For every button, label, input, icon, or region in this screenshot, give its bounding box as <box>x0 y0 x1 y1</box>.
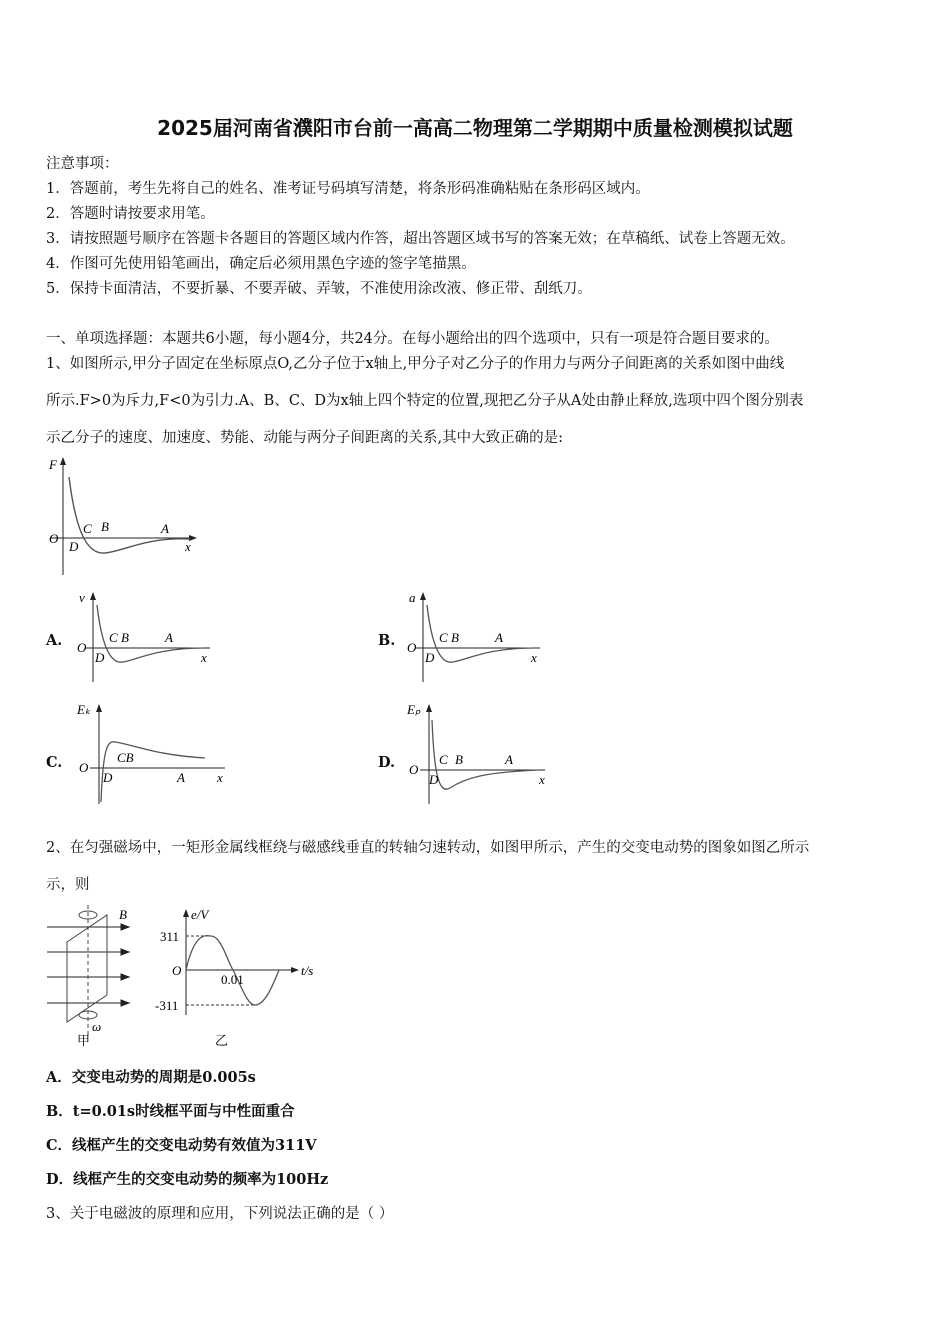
point-c: C <box>109 630 118 645</box>
y-label: e/V <box>191 907 209 922</box>
option-d-graph[interactable] <box>405 700 555 805</box>
x-label: x <box>185 539 191 554</box>
option-d-label[interactable]: D. <box>378 754 396 771</box>
point-d: D <box>103 770 113 785</box>
option-b-graph[interactable] <box>405 590 545 685</box>
point-a: A <box>505 752 513 767</box>
y-label: F <box>49 457 57 472</box>
x-label: x <box>539 772 545 787</box>
emf-graph <box>155 905 325 1050</box>
x-label: x <box>531 650 537 665</box>
q1-stem: 1、如图所示,甲分子固定在坐标原点O,乙分子位于x轴上,甲分子对乙分子的作用力与两分子间距离的关系如图中曲线 <box>46 356 785 372</box>
point-d: D <box>425 650 435 665</box>
option-c-graph[interactable] <box>75 700 235 805</box>
q2-stem: 示，则 <box>46 877 90 893</box>
option-a-graph[interactable] <box>75 590 215 685</box>
point-d: D <box>429 772 439 787</box>
q2-option-a[interactable]: A．交变电动势的周期是0.005s <box>46 1069 256 1086</box>
page-title: 2025届河南省濮阳市台前一高高二物理第二学期期中质量检测模拟试题 <box>157 116 793 140</box>
option-b-label[interactable]: B. <box>378 632 396 649</box>
point-c: C <box>439 630 448 645</box>
y-label: v <box>79 590 85 605</box>
point-a: A <box>161 521 169 536</box>
option-a-label[interactable]: A. <box>46 632 63 649</box>
point-b: B <box>451 630 459 645</box>
notes-heading: 注意事项： <box>46 156 119 172</box>
point-a: A <box>165 630 173 645</box>
q2-stem: 2、在匀强磁场中，一矩形金属线框绕与磁感线垂直的转轴匀速转动，如图甲所示，产生的交变电动势的图象如图乙所示 <box>46 840 810 856</box>
q1-stem: 示乙分子的速度、加速度、势能、动能与两分子间距离的关系,其中大致正确的是: <box>46 430 563 446</box>
point-d: D <box>69 539 79 554</box>
ymax-label: 311 <box>160 929 180 944</box>
y-label: Eₚ <box>407 702 421 717</box>
origin-label: O <box>77 640 87 655</box>
y-label: Eₖ <box>77 702 91 717</box>
x-label: x <box>201 650 207 665</box>
x-label: x <box>217 770 223 785</box>
q1-stem: 所示.F>0为斥力,F<0为引力.A、B、C、D为x轴上四个特定的位置,现把乙分子从A处由静止释放,选项中四个图分别表 <box>46 393 804 409</box>
point-b: B <box>455 752 463 767</box>
point-c: C <box>83 521 92 536</box>
note-item: 1．答题前，考生先将自己的姓名、准考证号码填写清楚，将条形码准确粘贴在条形码区域内。 <box>46 181 650 197</box>
option-c-label[interactable]: C. <box>46 754 63 771</box>
q2-option-c[interactable]: C．线框产生的交变电动势有效值为311V <box>46 1137 317 1154</box>
tick-label: 0.01 <box>221 972 244 987</box>
point-d: D <box>95 650 105 665</box>
note-item: 5．保持卡面清洁，不要折暴、不要弄破、弄皱，不准使用涂改液、修正带、刮纸刀。 <box>46 281 592 297</box>
note-item: 4．作图可先使用铅笔画出，确定后必须用黑色字迹的签字笔描黑。 <box>46 256 476 272</box>
b-label: B <box>119 907 127 922</box>
origin-label: O <box>409 762 419 777</box>
section-heading: 一、单项选择题：本题共6小题，每小题4分，共24分。在每小题给出的四个选项中，只有一项是符合题目要求的。 <box>46 331 779 347</box>
q2-option-d[interactable]: D．线框产生的交变电动势的频率为100Hz <box>46 1171 329 1188</box>
coil-figure <box>45 905 145 1049</box>
q3-stem: 3、关于电磁波的原理和应用，下列说法正确的是（ ） <box>46 1206 394 1222</box>
omega-label: ω <box>92 1019 102 1034</box>
point-c: C <box>439 752 448 767</box>
x-label: t/s <box>301 963 314 978</box>
point-a: A <box>495 630 503 645</box>
caption-jia: 甲 <box>77 1034 91 1049</box>
point-b: B <box>121 630 129 645</box>
caption-yi: 乙 <box>215 1034 229 1049</box>
origin-label: O <box>172 963 182 978</box>
note-item: 3．请按照题号顺序在答题卡各题目的答题区域内作答，超出答题区域书写的答案无效；在草稿纸、试卷上答题无效。 <box>46 231 795 247</box>
origin-label: O <box>407 640 417 655</box>
point-cb: CB <box>117 750 134 765</box>
note-item: 2．答题时请按要求用笔。 <box>46 206 215 222</box>
y-label: a <box>409 590 416 605</box>
ymin-label: -311 <box>155 998 179 1013</box>
force-graph <box>45 455 200 577</box>
point-b: B <box>101 519 109 534</box>
origin-label: O <box>79 760 89 775</box>
q2-option-b[interactable]: B．t=0.01s时线框平面与中性面重合 <box>46 1103 295 1120</box>
origin-label: O <box>49 531 59 546</box>
point-a: A <box>177 770 185 785</box>
